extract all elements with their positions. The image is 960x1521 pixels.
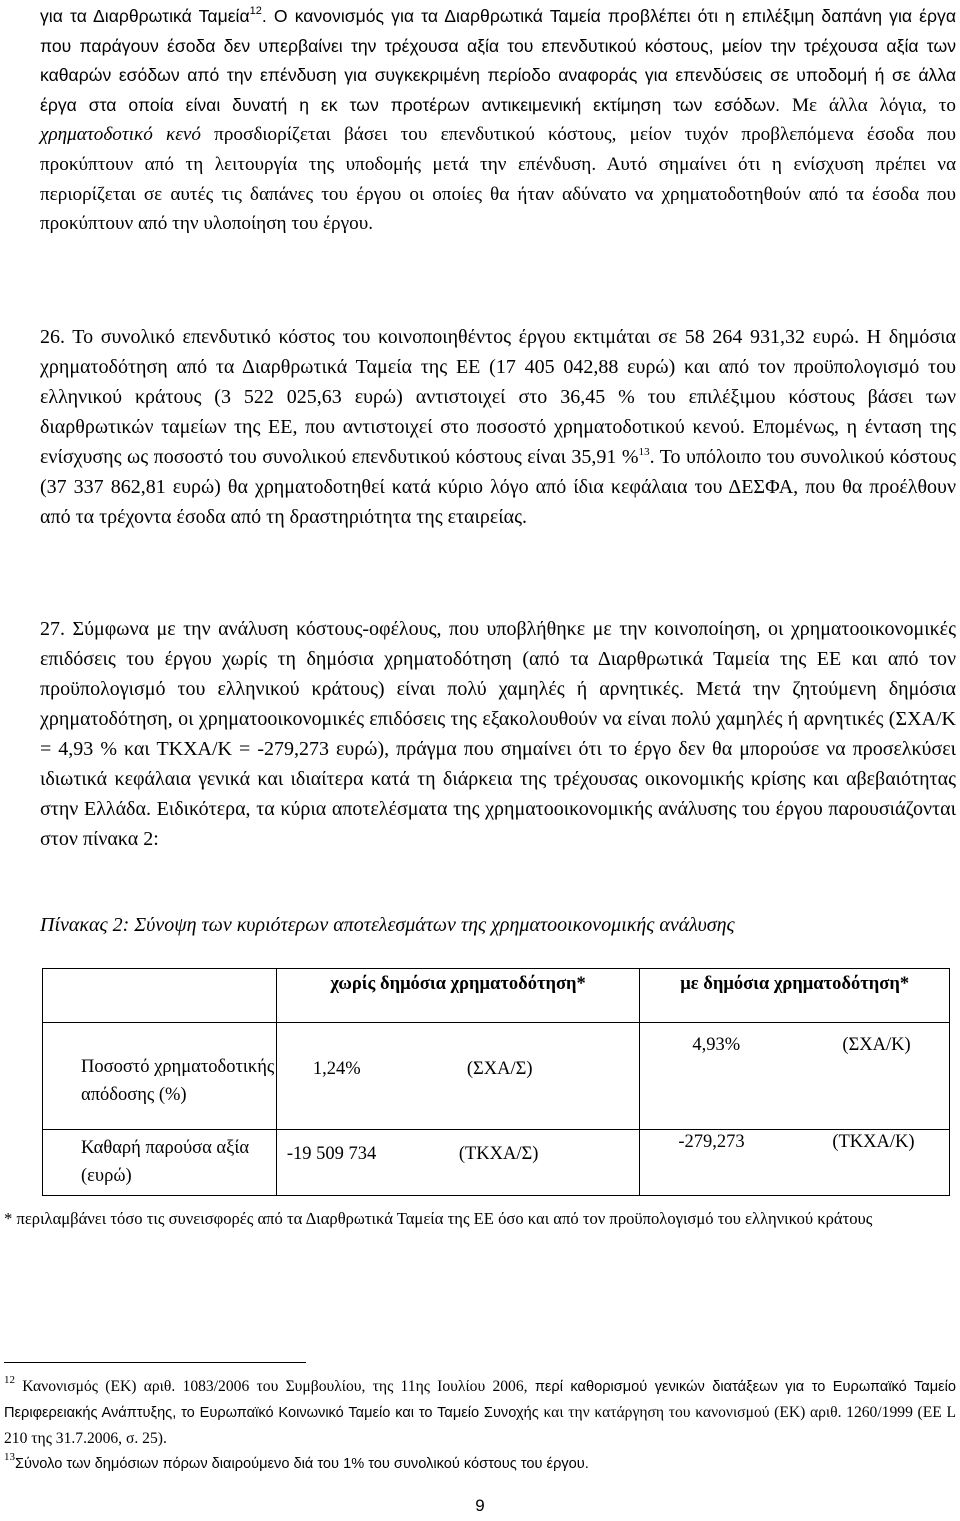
footnote-ref-13[interactable]: 13 — [638, 446, 650, 458]
code: (ΤΚΧΑ/Κ) — [832, 1132, 915, 1152]
paragraph-number: 26. — [40, 326, 65, 348]
footnote-text-sans: περί καθορισμού γενικών διατάξεων για το Ευρωπαϊκό Ταμείο Περιφερειακής Ανάπτυξης, το Ευρωπαϊκό Κοινωνικό Ταμείο και το Ταμείο Συνοχής — [4, 1379, 956, 1421]
row-label: Καθαρή παρούσα αξία (ευρώ) — [43, 1130, 277, 1196]
paragraph-27 — [40, 614, 956, 854]
paragraph-26-text: Το συνολικό επενδυτικό κόστος του κοινοποιηθέντος έργου εκτιμάται σε 58 264 931,32 ευρώ. Η δημόσια χρηματοδότηση από τα Διαρθρωτικά Ταμεία της ΕΕ (17 405 042,88 ευρώ) και από τον προϋπολογισμό του ελληνικού κράτους (3 522 025,63 ευρώ) αντιστοιχεί στο 36,45 % του επιλέξιμου κόστους βάσει των διαρθρωτικών ταμείων της ΕΕ, που αντιστοιχεί στο ποσοστό χρηματοδοτικού κενού. Επομένως, η ένταση της ενίσχυσης ως ποσοστό του συνολικού επενδυτικού κόστους είναι 35,91 % — [40, 326, 956, 468]
value: 1,24% — [312, 1059, 361, 1079]
code: (ΤΚΧΑ/Σ) — [458, 1144, 539, 1164]
header-with-funding: με δημόσια χρηματοδότηση* — [640, 969, 950, 1023]
table-row — [43, 1130, 950, 1196]
footnote-text: Κανονισμός (ΕΚ) αριθ. 1083/2006 του Συμβουλίου, της 11ης Ιουλίου 2006, — [15, 1378, 535, 1395]
paragraph-top-serif-text: Με άλλα λόγια, το — [791, 94, 956, 116]
cell-without-funding — [276, 1023, 640, 1130]
paragraph-26-text-cont: . Το υπόλοιπο του συνολικού κόστους (37 337 862,81 ευρώ) θα χρηματοδοτηθεί κατά κύριο λόγο από ίδια κεφάλαια του ΔΕΣΦΑ, που θα προέλθουν από τα τρέχοντα έσοδα από τη δραστηριότητα της εταιρείας. — [40, 446, 956, 528]
page-number: 9 — [475, 1496, 485, 1515]
paragraph-top — [40, 2, 956, 239]
footnote-number: 13 — [4, 1451, 15, 1463]
footnote-text: Σύνολο των δημόσιων πόρων διαιρούμενο διά του 1% του συνολικού κόστους του έργου. — [15, 1456, 589, 1472]
footnote-ref-12[interactable]: 12 — [249, 5, 262, 17]
summary-table — [42, 968, 950, 1196]
paragraph-26 — [40, 322, 956, 532]
paragraph-top-text-cont: . Ο κανονισμός για τα Διαρθρωτικά Ταμεία προβλέπει ότι η επιλέξιμη δαπάνη για έργα που παράγουν έσοδα δεν υπερβαίνει την τρέχουσα αξία του επενδυτικού κόστους, μείον την τρέχουσα αξία των καθαρών εσόδων από την επένδυση για συγκεκριμένη περίοδο αναφοράς για επενδύσεις σε υποδομή ή σε άλλα έργα στα οποία είναι δυνατή η εκ των προτέρων αντικειμενική εκτίμηση των εσόδων. — [40, 6, 957, 115]
cell-with-funding — [640, 1130, 950, 1196]
table-note: * περιλαμβάνει τόσο τις συνεισφορές από τα Διαρθρωτικά Ταμεία της ΕΕ όσο και από τον προϋπολογισμό του ελληνικού κράτους — [4, 1209, 873, 1228]
value: -19 509 734 — [286, 1144, 377, 1164]
paragraph-top-text: για τα Διαρθρωτικά Ταμεία — [40, 6, 250, 26]
paragraph-number: 27. — [40, 618, 65, 640]
table-corner-cell — [43, 969, 277, 1023]
cell-with-funding — [640, 1023, 950, 1130]
value: 4,93% — [692, 1035, 741, 1055]
footnote-number: 12 — [4, 1374, 15, 1386]
code: (ΣΧΑ/Κ) — [842, 1035, 911, 1055]
table-header-row — [43, 969, 950, 1023]
row-label: Ποσοστό χρηματοδοτικής απόδοσης (%) — [43, 1023, 277, 1130]
footnote-12 — [4, 1374, 956, 1451]
footnote-13 — [4, 1451, 956, 1477]
paragraph-top-serif-text-cont: προσδιορίζεται βάσει του επενδυτικού κόστους, μείον τυχόν προβλεπόμενα έσοδα που προκύπτουν από τη λειτουργία της υποδομής μετά την επένδυση. Αυτό σημαίνει ότι η ενίσχυση πρέπει να περιορίζεται σε αυτές τις δαπάνες του έργου οι οποίες θα ήταν αδύνατο να χρηματοδοτηθούν από τα έσοδα που προκύπτουν από την υλοποίηση του έργου. — [40, 124, 956, 235]
italic-term: χρηματοδοτικό κενό — [40, 124, 201, 146]
table-row — [43, 1023, 950, 1130]
value: -279,273 — [678, 1132, 745, 1152]
code: (ΣΧΑ/Σ) — [466, 1059, 533, 1079]
footnote-text-end: και την κατάργηση του κανονισμού (ΕΚ) αριθ. 1260/1999 (ΕΕ L 210 της 31.7.2006, σ. 25). — [4, 1404, 956, 1447]
paragraph-27-text: Σύμφωνα με την ανάλυση κόστους-οφέλους, που υποβλήθηκε με την κοινοποίηση, οι χρηματοοικονομικές επιδόσεις του έργου χωρίς τη δημόσια χρηματοδότηση (από τα Διαρθρωτικά Ταμεία της ΕΕ και από τον προϋπολογισμό του ελληνικού κράτους) είναι πολύ χαμηλές ή αρνητικές. Μετά την ζητούμενη δημόσια χρηματοδότηση, οι χρηματοοικονομικές επιδόσεις της εξακολουθούν να είναι πολύ χαμηλές ή αρνητικές (ΣΧΑ/Κ = 4,93 % και ΤΚΧΑ/Κ = -279,273 ευρώ), πράγμα που σημαίνει ότι το έργο δεν θα μπορούσε να προσελκύσει ιδιωτικά κεφάλαια γενικά και ιδιαίτερα κατά τη διάρκεια της τρέχουσας οικονομικής κρίσης και αβεβαιότητας στην Ελλάδα. Ειδικότερα, τα κύρια αποτελέσματα της χρηματοοικονομικής ανάλυσης του έργου παρουσιάζονται στον πίνακα 2: — [40, 618, 957, 850]
cell-without-funding — [276, 1130, 640, 1196]
header-without-funding: χωρίς δημόσια χρηματοδότηση* — [276, 969, 640, 1023]
table-caption: Πίνακας 2: Σύνοψη των κυριότερων αποτελεσμάτων της χρηματοοικονομικής ανάλυσης — [40, 914, 735, 936]
footnotes — [4, 1374, 956, 1477]
footnote-separator — [4, 1362, 306, 1363]
